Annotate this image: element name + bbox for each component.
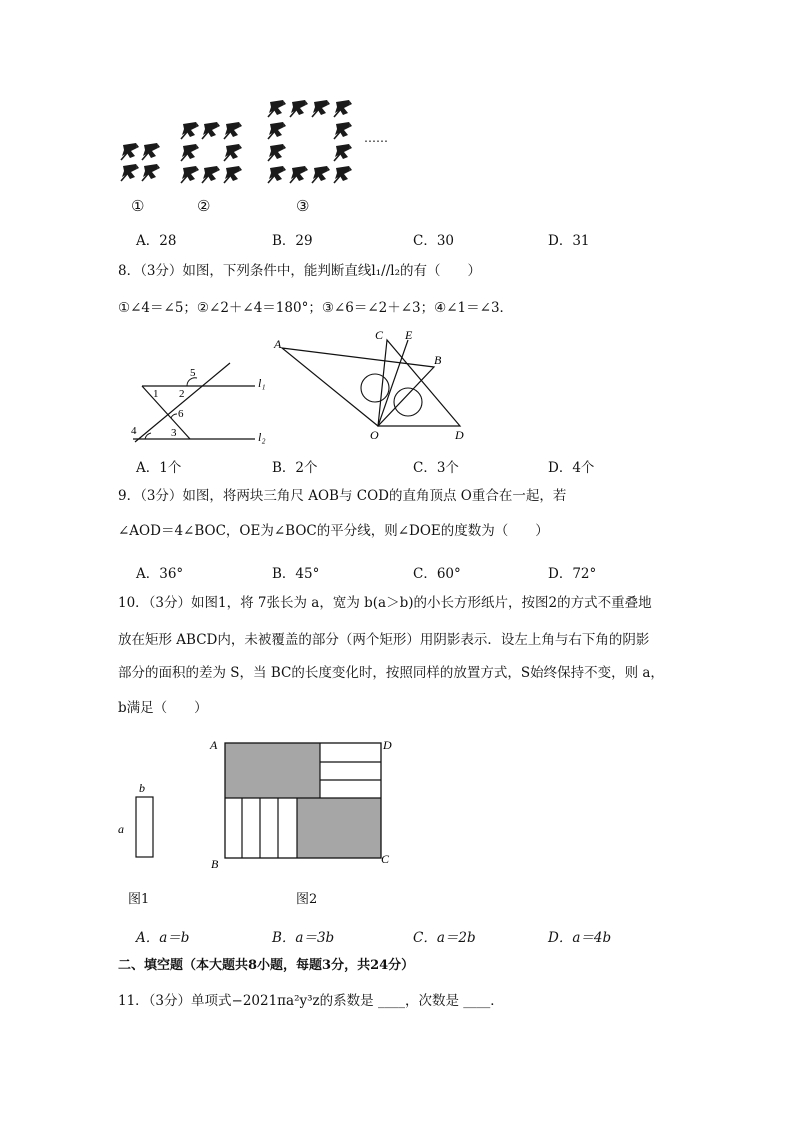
q8-label-4: 4 — [131, 425, 137, 437]
q10-stem-line1: 10．（3分）如图1，将 7张长为 a，宽为 b(a＞b)的小长方形纸片，按图2的方式不重叠地 — [118, 595, 652, 611]
q10-figure-2 — [205, 735, 405, 875]
q8-label-5: 5 — [190, 367, 196, 379]
q7-option-d[interactable]: D．31 — [548, 233, 590, 249]
q8-stem: 8．（3分）如图，下列条件中，能判断直线l₁//l₂的有（ ） — [118, 263, 481, 279]
q10-fig2-label-A: A — [210, 738, 218, 752]
q9-stem-line1: 9．（3分）如图，将两块三角尺 AOB与 COD的直角顶点 O重合在一起，若 — [118, 488, 567, 504]
q8-label-l1: l₁ — [258, 376, 266, 390]
q10-fig1-caption: 图1 — [128, 892, 150, 907]
q7-ellipsis: …… — [364, 131, 388, 145]
q8-option-d[interactable]: D．4个 — [548, 460, 595, 476]
section-2-heading: 二、填空题（本大题共8小题，每题3分，共24分） — [118, 958, 415, 973]
q10-fig2-caption: 图2 — [296, 892, 318, 907]
q10-option-c[interactable]: C．a＝2b — [413, 930, 476, 946]
q9-option-d[interactable]: D．72° — [548, 566, 597, 582]
q10-fig1-label-b: b — [139, 781, 145, 795]
pattern-label-3: ③ — [296, 197, 310, 215]
q10-fig1-label-a: a — [118, 822, 124, 836]
q8-label-2: 2 — [179, 388, 185, 400]
q9-label-D: D — [455, 428, 464, 442]
q10-stem-line4: b满足（ ） — [118, 700, 208, 716]
q7-option-b[interactable]: B．29 — [272, 233, 313, 249]
q9-option-a[interactable]: A．36° — [136, 566, 184, 582]
q10-stem-line2: 放在矩形 ABCD内，未被覆盖的部分（两个矩形）用阴影表示．设左上角与右下角的阴影 — [118, 632, 650, 648]
q9-label-B: B — [434, 353, 442, 367]
q9-option-b[interactable]: B．45° — [272, 566, 320, 582]
q8-label-1: 1 — [153, 388, 159, 400]
q8-option-b[interactable]: B．2个 — [272, 460, 318, 476]
q8-option-c[interactable]: C．3个 — [413, 460, 459, 476]
q8-label-3: 3 — [171, 427, 177, 439]
q8-figure — [125, 360, 285, 445]
q10-fig2-label-B: B — [211, 857, 219, 871]
q8-label-6: 6 — [178, 408, 184, 420]
pattern-3 — [268, 100, 352, 183]
q9-label-C: C — [375, 328, 384, 342]
q9-label-A: A — [274, 337, 282, 351]
q10-figure-1 — [112, 776, 162, 862]
q9-label-E: E — [405, 328, 413, 342]
pattern-label-1: ① — [131, 197, 145, 215]
q8-label-l2: l₂ — [258, 430, 266, 444]
q9-label-O: O — [370, 428, 379, 442]
q11-stem: 11．（3分）单项式−2021πa²y³z的系数是 ____，次数是 ____． — [118, 993, 504, 1009]
q9-stem-line2: ∠AOD＝4∠BOC，OE为∠BOC的平分线，则∠DOE的度数为（ ） — [118, 523, 549, 539]
pattern-2 — [181, 122, 242, 183]
pattern-1 — [121, 143, 160, 181]
q10-option-a[interactable]: A．a＝b — [136, 930, 190, 946]
q7-option-a[interactable]: A．28 — [136, 233, 177, 249]
q8-option-a[interactable]: A．1个 — [136, 460, 182, 476]
q8-conditions: ①∠4＝∠5；②∠2＋∠4＝180°；③∠6＝∠2＋∠3；④∠1＝∠3． — [118, 300, 514, 316]
q10-fig2-label-D: D — [383, 738, 392, 752]
q10-stem-line3: 部分的面积的差为 S，当 BC的长度变化时，按照同样的放置方式，S始终保持不变，则 a， — [118, 665, 664, 681]
q7-option-c[interactable]: C．30 — [413, 233, 455, 249]
q7-pattern-figure — [110, 96, 410, 221]
pattern-label-2: ② — [197, 197, 211, 215]
q9-option-c[interactable]: C．60° — [413, 566, 461, 582]
q10-option-b[interactable]: B．a＝3b — [272, 930, 335, 946]
q10-option-d[interactable]: D．a＝4b — [548, 930, 612, 946]
q10-fig2-label-C: C — [381, 852, 390, 866]
q9-figure — [268, 326, 478, 446]
